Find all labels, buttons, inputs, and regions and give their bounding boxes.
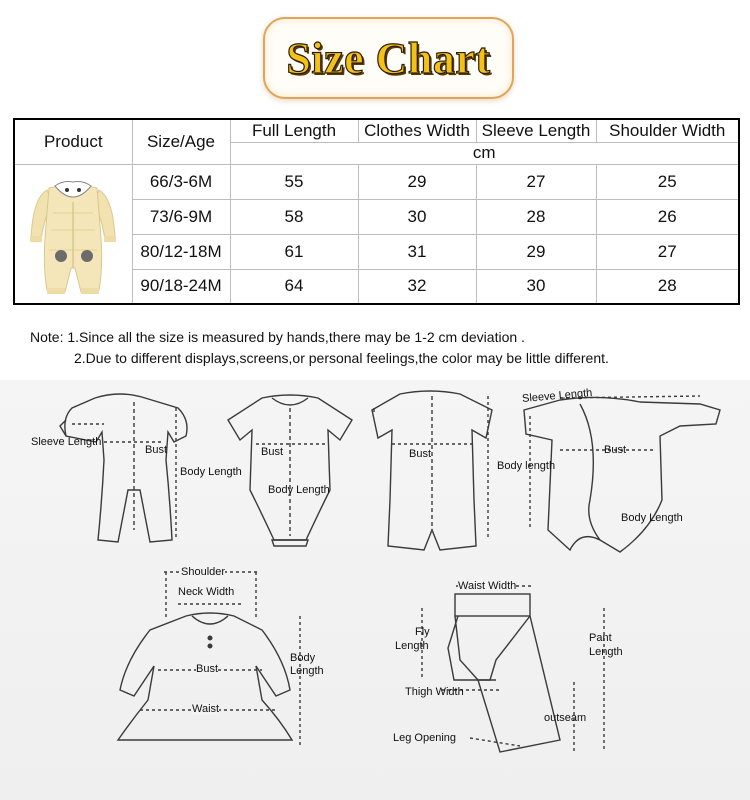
label-pants-waist: Waist Width bbox=[458, 580, 517, 592]
garment-line-drawings bbox=[0, 380, 750, 800]
label-dress-body-2: Length bbox=[290, 665, 324, 677]
shortall-diagram bbox=[372, 391, 492, 550]
row-4-size: 90/18-24M bbox=[132, 269, 230, 304]
row-3-clothes-width: 31 bbox=[358, 234, 476, 269]
row-2-clothes-width: 30 bbox=[358, 199, 476, 234]
note-line-1: Note: 1.Since all the size is measured by hands,there may be 1-2 cm deviation . bbox=[30, 329, 525, 345]
size-table bbox=[13, 118, 740, 305]
label-shortall-body: Body length bbox=[497, 460, 556, 472]
row-1-full-length: 55 bbox=[230, 164, 358, 199]
dress-diagram bbox=[118, 572, 300, 746]
row-2-full-length: 58 bbox=[230, 199, 358, 234]
row-3-sleeve-length: 29 bbox=[476, 234, 596, 269]
label-kimono-body: Body Length bbox=[621, 512, 683, 524]
header-sleeve-length: Sleeve Length bbox=[476, 119, 596, 142]
label-romper-sleeve: Sleeve Length bbox=[31, 436, 102, 448]
row-1-shoulder-width: 25 bbox=[596, 164, 739, 199]
page-title: Size Chart bbox=[286, 33, 491, 83]
label-dress-shoulder: Shoulder bbox=[181, 566, 226, 578]
label-dress-neck: Neck Width bbox=[178, 586, 235, 598]
label-romper-body: Body Length bbox=[180, 466, 242, 478]
label-dress-waist: Waist bbox=[192, 703, 220, 715]
row-2-shoulder-width: 26 bbox=[596, 199, 739, 234]
label-pants-length-2: Length bbox=[589, 646, 623, 658]
header-unit: cm bbox=[230, 142, 739, 164]
row-4-sleeve-length: 30 bbox=[476, 269, 596, 304]
label-pants-length-1: Pant bbox=[589, 632, 612, 644]
pants-diagram bbox=[422, 586, 604, 752]
product-romper-image bbox=[23, 168, 123, 300]
label-pants-fly-1: Fly bbox=[415, 626, 430, 638]
size-chart-title-box bbox=[263, 17, 514, 99]
label-bodysuit-bust: Bust bbox=[261, 446, 284, 458]
header-product: Product bbox=[14, 119, 132, 164]
label-kimono-bust: Bust bbox=[604, 444, 627, 456]
row-1-clothes-width: 29 bbox=[358, 164, 476, 199]
romper-diagram bbox=[60, 394, 187, 542]
row-1-size: 66/3-6M bbox=[132, 164, 230, 199]
row-1-sleeve-length: 27 bbox=[476, 164, 596, 199]
measurement-notes bbox=[30, 327, 609, 369]
label-pants-thigh: Thigh Width bbox=[405, 686, 464, 698]
kimono-diagram bbox=[524, 396, 720, 552]
header-full-length: Full Length bbox=[230, 119, 358, 142]
label-pants-outseam: outseam bbox=[544, 712, 587, 724]
product-image-cell bbox=[14, 164, 132, 304]
measurement-diagrams bbox=[0, 380, 750, 800]
row-4-clothes-width: 32 bbox=[358, 269, 476, 304]
row-2-size: 73/6-9M bbox=[132, 199, 230, 234]
label-romper-bust: Bust bbox=[145, 444, 168, 456]
header-shoulder-width: Shoulder Width bbox=[596, 119, 739, 142]
row-2-sleeve-length: 28 bbox=[476, 199, 596, 234]
label-pants-leg: Leg Opening bbox=[393, 732, 456, 744]
note-line-2: 2.Due to different displays,screens,or personal feelings,the color may be little different. bbox=[74, 350, 609, 366]
label-shortall-bust: Bust bbox=[409, 448, 432, 460]
label-dress-bust: Bust bbox=[196, 663, 219, 675]
bodysuit-diagram bbox=[228, 395, 352, 546]
header-size-age: Size/Age bbox=[132, 119, 230, 164]
row-3-shoulder-width: 27 bbox=[596, 234, 739, 269]
label-kimono-sleeve: Sleeve Length bbox=[521, 386, 593, 406]
header-clothes-width: Clothes Width bbox=[358, 119, 476, 142]
row-3-full-length: 61 bbox=[230, 234, 358, 269]
row-4-full-length: 64 bbox=[230, 269, 358, 304]
row-3-size: 80/12-18M bbox=[132, 234, 230, 269]
label-dress-body-1: Body bbox=[290, 652, 316, 664]
label-pants-fly-2: Length bbox=[395, 640, 429, 652]
row-4-shoulder-width: 28 bbox=[596, 269, 739, 304]
label-bodysuit-body: Body Length bbox=[268, 484, 330, 496]
